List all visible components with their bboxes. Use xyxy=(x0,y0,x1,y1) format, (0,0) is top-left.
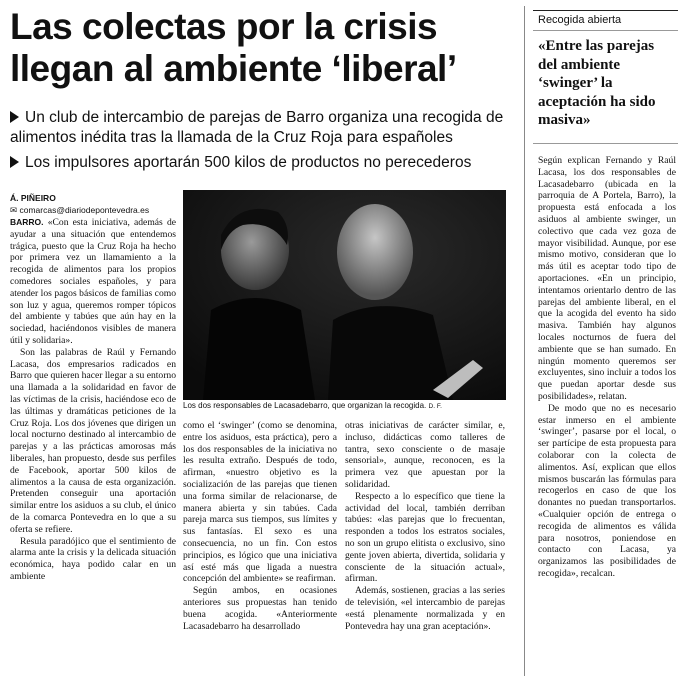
headline-line-1: Las colectas por la crisis xyxy=(10,6,438,47)
headline xyxy=(10,6,520,90)
subhead-2 xyxy=(10,153,515,173)
photo xyxy=(183,190,506,400)
headline-line-2: llegan al ambiente ‘liberal’ xyxy=(10,48,457,89)
dateline: BARRO. xyxy=(10,217,44,227)
sidebar-top-rule xyxy=(533,10,678,11)
sidebar-label-rule xyxy=(533,30,678,31)
paragraph: Además, sostienen, gracias a las series de televisión, «el intercambio de parejas «está plenamente normalizada y en Pontevedra hay una gran aceptación». xyxy=(345,585,505,632)
paragraph: como el ‘swinger’ (como se denomina, entre los asiduos, esta práctica), pero a los dos responsables de la iniciativa no les resulta extraño. Después de todo, afirman, «nuestro objetivo es la socialización de las parejas que tienen una forma similar de relacionarse, de manera abierta y sin tabúes. Cada pareja marca sus tiempos, sus límites y sus fantasías. El sexo es una consecuencia, no un fin. Con estos principios, es lógico que una iniciativa así esté más que ligada a nuestra concepción del ambiente» se reafirman. xyxy=(183,420,337,585)
article-column-2 xyxy=(183,420,337,632)
photo-illustration xyxy=(183,190,506,400)
photo-credit: D. F. xyxy=(428,403,442,410)
subhead-1 xyxy=(10,108,515,148)
caption-text: Los dos responsables de Lacasadebarro, que organizan la recogida. xyxy=(183,401,427,410)
sidebar-pull-quote: «Entre las parejas del ambiente ‘swinger’ la aceptación ha sido masiva» xyxy=(538,38,656,128)
email-icon: ✉ xyxy=(10,205,18,215)
byline: Á. PIÑEIRO xyxy=(10,193,56,203)
paragraph xyxy=(10,217,176,347)
paragraph: Según explican Fernando y Raúl Lacasa, los dos responsables de Lacasadebarro (ubicada en la parroquia de A Portela, Barro), la propuesta está enfocada a los asiduos al ambiente swinger, un colectivo que cada vez goza de mayor visibilidad. Aunque, por ese mismo motivo, consideran que lo más útil es aceptar todo tipo de aportaciones. «En un principio, intentamos orientarlo dentro de las parejas del ambiente liberal, en el que la acogida del evento ha sido masiva. También hay algunos locales nocturnos de fuera del ambiente que se han sumado. En ningún momento queremos ser excluyentes, sino incluir a todos los que puedan aportar desde sus posibilidades», relatan. xyxy=(538,155,676,402)
paragraph: otras iniciativas de carácter similar, e, incluso, didácticas como talleres de tantra, sexo consciente o de masaje sensorial», aunque, reconocen, es la primera vez que apuestan por la solidaridad. xyxy=(345,420,505,490)
triangle-bullet-icon xyxy=(10,156,19,168)
subhead-1-line-2: alimentos inédita tras la llamada de la Cruz Roja para españoles xyxy=(10,129,453,146)
column-divider xyxy=(524,6,525,676)
paragraph: Según ambos, en ocasiones anteriores sus propuestas han tenido buena acogida. «Anteriormente Lacasadebarro ha desarrollado xyxy=(183,585,337,632)
triangle-bullet-icon xyxy=(10,111,19,123)
sidebar-column xyxy=(538,155,676,580)
paragraph: Respecto a lo específico que tiene la actividad del local, también derriban tabúes: «las parejas que lo frecuentan, responden a todos los estratos sociales, no son un grupo elitista o exclusivo, sino gente joven abierta, divertida, solidaria y consciente de la situación actual», afirman. xyxy=(345,490,505,585)
paragraph: Resula paradójico que el sentimiento de alarma ante la crisis y la delicada situación económica, haya podido calar en un ambiente xyxy=(10,535,176,582)
sidebar-quote-rule xyxy=(533,143,678,144)
article-column-3 xyxy=(345,420,505,632)
subhead-2-text: Los impulsores aportarán 500 kilos de productos no perecederos xyxy=(25,154,472,171)
paragraph-text: «Con esta iniciativa, además de ayudar a una situación que entendemos trágica, puesto que la Cruz Roja ha hecho por primera vez un llamamiento a la recogida de alimentos para los propios comedores sociales españoles, y para atender los pagos básicos de familias como son luz y agua, queremos romper tópicos del ambiente y tabúes que aún hay en la sociedad, haciéndonos visibles de manera útil y solidaria». xyxy=(10,217,176,346)
photo-caption xyxy=(183,401,506,412)
paragraph: De modo que no es necesario estar inmerso en el ambiente ‘swinger’, pasarse por el local, o ser partícipe de esta propuesta para colaborar con la colecta de alimentos. Así, explican que ellos mismos buscarán las fórmulas para recogerlos en caso de que los donantes no puedan transportarlos. «Cualquier opción de entrega o recogida de alimentos es válida para nosotros, poniendose en contacto con Lacasa, ya organizamos las posibilidades de recogida», recalcan. xyxy=(538,402,676,579)
subhead-1-line-1: Un club de intercambio de parejas de Barro organiza una recogida de xyxy=(25,109,504,126)
byline-email xyxy=(10,205,149,216)
paragraph: Son las palabras de Raúl y Fernando Lacasa, dos empresarios radicados en Barro que quieren hacer llegar a su entorno una llamada a la solidaridad en favor de las víctimas de la crisis, haciéndose eco de las últimas y dramáticas peticiones de la Cruz Roja. Los dos jóvenes que dirigen un local nocturno destinado al intercambio de parejas y a las prácticas amorosas más liberales, han propuesto, desde sus perfiles de Facebook, aportar 500 kilos de alimentos a la causa de esta organización. Pretenden conseguir una aportación similar entre los asiduos a su club, el único de la comarca Pontevedra en lo que a su oferta se refiere. xyxy=(10,346,176,535)
sidebar-label: Recogida abierta xyxy=(538,14,622,26)
email-text: comarcas@diariodepontevedra.es xyxy=(19,205,150,215)
article-column-1 xyxy=(10,217,176,583)
